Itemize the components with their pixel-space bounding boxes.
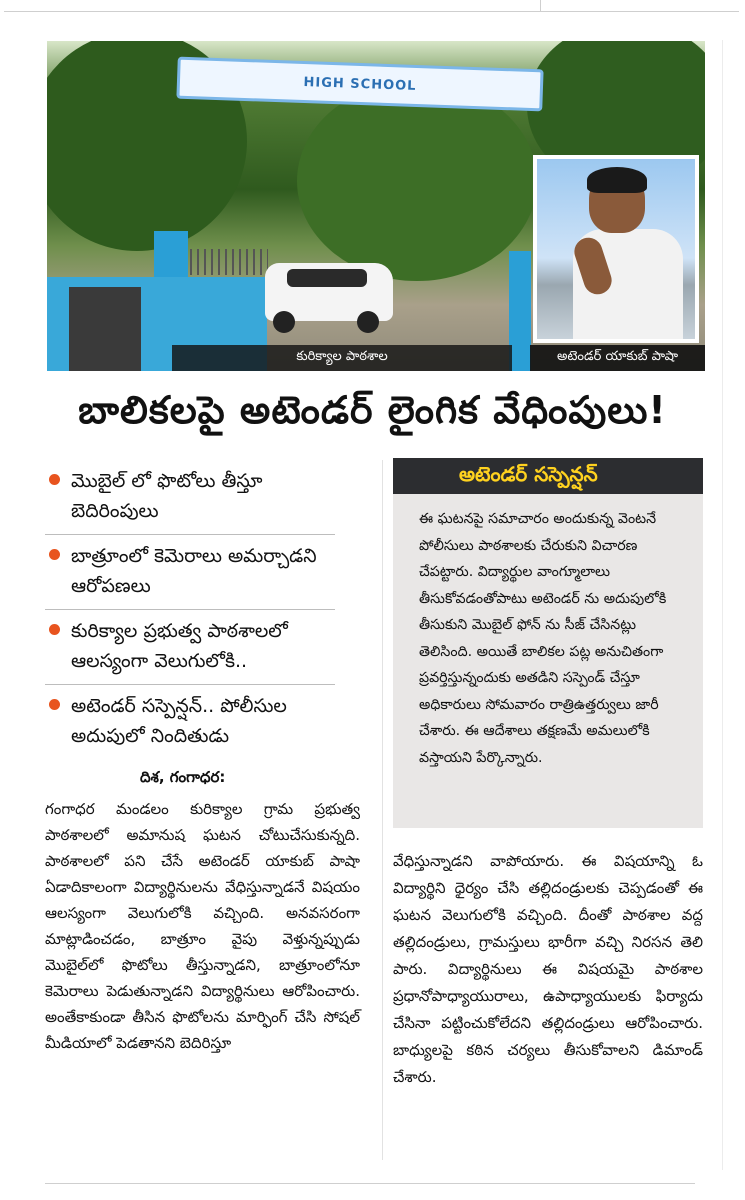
bullet-list xyxy=(45,460,335,759)
bullet-text: అటెండర్ సస్పెన్షన్.. పోలీసుల అదుపులో నిందితుడు xyxy=(71,695,287,747)
bullet-dot-icon xyxy=(49,624,60,635)
page-margin-line xyxy=(722,40,723,1170)
bottom-rule xyxy=(45,1183,695,1184)
bullet-item xyxy=(45,685,335,759)
bullet-text: కురిక్యాల ప్రభుత్వ పాఠశాలలో ఆలస్యంగా వెలుగులోకి.. xyxy=(71,620,288,672)
bullet-item xyxy=(45,535,335,610)
column-divider xyxy=(382,460,383,1160)
caption-school: కురిక్యాల పాఠశాల xyxy=(172,345,512,371)
headline: బాలికలపై అటెండర్ లైంగిక వేధింపులు! xyxy=(78,388,667,432)
person-hair xyxy=(587,167,647,193)
sidebar-body: ఈ ఘటనపై సమాచారం అందుకున్న వెంటనే పోలీసులు పాఠశాలకు చేరుకుని విచారణ చేపట్టారు. విద్యార్థుల వాంగ్మూలాలు తీసుకోవడంతోపాటు అటెండర్ ను అదుపులోకి తీసుకుని మొబైల్ ఫోన్ ను సీజ్ చేసినట్లు తెలిసింది. అయితే బాలికల పట్ల అనుచితంగా ప్రవర్తిస్తున్నందుకు అతడిని సస్పెండ్ చేస్తూ అధికారులు సోమవారం రాత్రిఉత్తర్వులు జారీ చేశారు. ఈ ఆదేశాలు తక్షణమే అమలులోకి వస్తాయని పేర్కొన్నారు. xyxy=(419,511,667,766)
bullet-item xyxy=(45,610,335,685)
bullet-dot-icon xyxy=(49,549,60,560)
car-wheel-rear xyxy=(357,311,379,333)
sidebar-box xyxy=(393,458,703,828)
top-rule-tick xyxy=(540,0,541,11)
car-wheel-front xyxy=(273,311,295,333)
top-rule xyxy=(4,11,739,12)
sidebar-title: అటెండర్ సస్పెన్షన్ xyxy=(393,458,703,494)
gate-pillar-right xyxy=(509,251,531,371)
bullet-text: మొబైల్ లో ఫొటోలు తీస్తూ బెదిరింపులు xyxy=(71,470,263,522)
bullet-dot-icon xyxy=(49,474,60,485)
bullet-dot-icon xyxy=(49,699,60,710)
article-left-column: గంగాధర మండలం కురిక్యాల గ్రామ ప్రభుత్వ పాఠశాలలో అమానుష ఘటన చోటుచేసుకున్నది. పాఠశాలలో పని చేసే అటెండర్ యాకుబ్ పాషా ఏడాదికాలంగా విద్యార్థినులను వేధిస్తున్నాడనే విషయం ఆలస్యంగా వెలుగులోకి వచ్చింది. అనవసరంగా మాట్లాడించడం, బాత్రూం వైపు వెళ్తున్నప్పుడు మొబైల్‌లో ఫొటోలు తీస్తున్నాడని, బాత్రూంలోనూ కెమెరాలు పెడుతున్నాడని విద్యార్థినులు ఆరోపించారు. అంతేకాకుండా తీసిన ఫొటోలను మార్ఫింగ్ చేసి సోషల్ మీడియాలో పెడతానని బెదిరిస్తూ xyxy=(45,800,360,1052)
article-right-column: వేధిస్తున్నాడని వాపోయారు. ఈ విషయాన్ని ఓ విద్యార్థిని ధైర్యం చేసి తల్లిదండ్రులకు చెప్పడంతో ఈ ఘటన వెలుగులోకి వచ్చింది. దీంతో పాఠశాల వద్ద తల్లిదండ్రులు, గ్రామస్తులు భారీగా వచ్చి నిరసన తెలి పారు. విద్యార్థినులు ఈ విషయమై పాఠశాల ప్రధానోపాధ్యాయురాలు, ఉపాధ్యాయులకు ఫిర్యాదు చేసినా పట్టించుకోలేదని తల్లిదండ్రులు ఆరోపించారు. బాధ్యులపై కఠిన చర్యలు తీసుకోవాలని డిమాండ్ చేశారు. xyxy=(393,852,703,1086)
notice-board xyxy=(69,287,141,371)
tree-center xyxy=(297,81,537,281)
inset-portrait xyxy=(533,155,699,343)
news-photo xyxy=(47,41,705,371)
byline: దిశ, గంగాధర: xyxy=(140,768,226,786)
caption-attender: అటెండర్ యాకుబ్ పాషా xyxy=(530,345,705,371)
bullet-item xyxy=(45,460,335,535)
bullet-text: బాత్రూంలో కెమెరాలు అమర్చాడని ఆరోపణలు xyxy=(71,545,317,597)
gate-grill xyxy=(190,249,268,275)
school-arch-text: HIGH SCHOOL xyxy=(303,74,417,94)
